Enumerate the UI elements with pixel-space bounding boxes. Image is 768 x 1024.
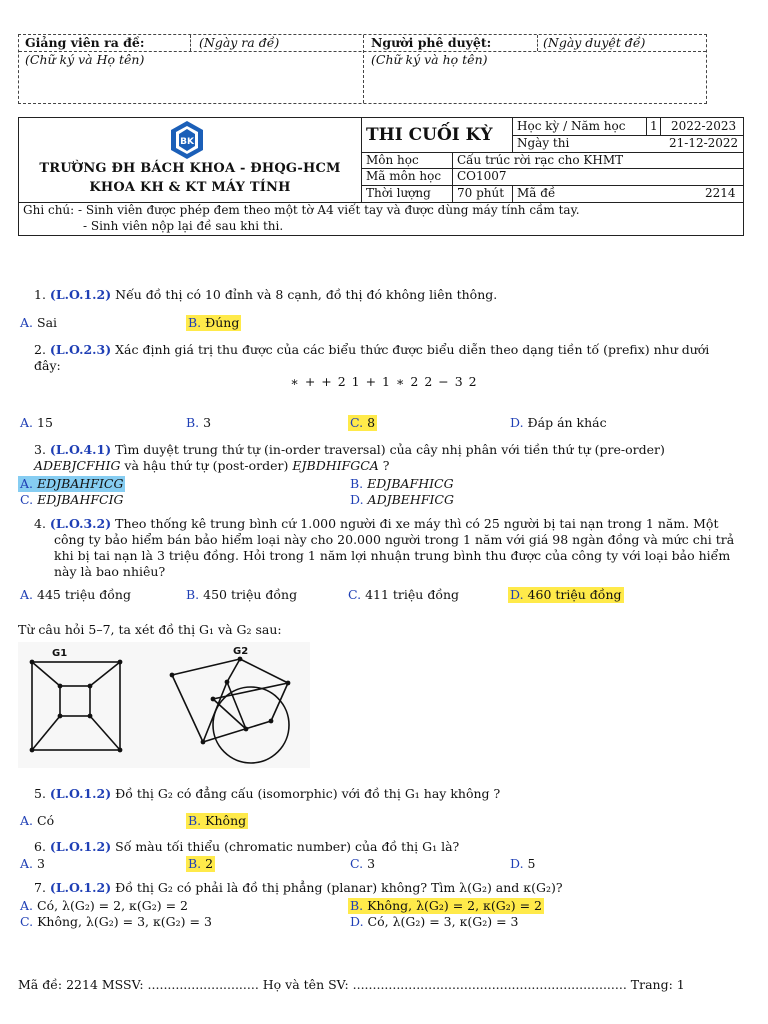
- intro-questions-5-7: Từ câu hỏi 5–7, ta xét đồ thị G₁ và G₂ sau:: [18, 622, 282, 637]
- note-line-2: - Sinh viên nộp lại đề sau khi thi.: [83, 219, 284, 233]
- prefix-expression: ∗ + + 2 1 + 1 ∗ 2 2 − 3 2: [290, 374, 478, 389]
- q3-option-a[interactable]: A. EDJBAHFICG: [20, 476, 124, 491]
- lecturer-label: Giảng viên ra đề:: [25, 35, 145, 50]
- date-value: 21-12-2022: [669, 136, 739, 150]
- question-7: 7. (L.O.1.2) Đồ thị G₂ có phải là đồ thị phẳng (planar) không? Tìm λ(G₂) and κ(G₂)?: [34, 880, 563, 895]
- faculty-name: KHOA KH & KT MÁY TÍNH: [89, 180, 291, 195]
- subject-label: Môn học: [366, 153, 419, 167]
- note-line-1: Ghi chú: - Sinh viên được phép đem theo một tờ A4 viết tay và được dùng máy tính cầm tay.: [23, 203, 580, 217]
- exam-code-value: 2214: [705, 186, 736, 200]
- approver-sign: (Chữ ký và họ tên): [371, 52, 488, 67]
- q7-option-c[interactable]: C. Không, λ(G₂) = 3, κ(G₂) = 3: [20, 914, 212, 929]
- q6-option-d[interactable]: D. 5: [510, 856, 536, 871]
- q2-option-a[interactable]: A. 15: [20, 415, 53, 430]
- q7-option-d[interactable]: D. Có, λ(G₂) = 3, κ(G₂) = 3: [350, 914, 519, 929]
- q2-option-b[interactable]: B. 3: [186, 415, 212, 430]
- q1-option-b[interactable]: B. Đúng: [188, 315, 240, 330]
- year-value: 2022-2023: [671, 119, 737, 133]
- date-approved: (Ngày duyệt đề): [543, 35, 646, 50]
- q4-option-d[interactable]: D. 460 triệu đồng: [510, 587, 622, 602]
- question-4: 4. (L.O.3.2) Theo thống kê trung bình cứ 1.000 người đi xe máy thì có 25 người bị tai nạn trong 1 năm. Một công ty bảo hiểm bán bảo hiểm loại này cho 20.000 người trong 1 năm với giá 98 ngàn đồng và mức chi trả khi bị tai nạn là 3 triệu đồng. Hỏi trong 1 năm lợi nhuận trung bình thu được của công ty với loại bảo hiểm này là bao nhiêu?: [34, 516, 735, 579]
- lecturer-sign: (Chữ ký và Họ tên): [25, 52, 145, 67]
- q4-option-b[interactable]: B. 450 triệu đồng: [186, 587, 298, 602]
- subject-value: Cấu trúc rời rạc cho KHMT: [457, 153, 624, 167]
- duration-label: Thời lượng: [366, 186, 431, 200]
- question-3: 3. (L.O.4.1) Tìm duyệt trung thứ tự (in-order traversal) của cây nhị phân với tiền thứ tự (pre-order) ADEBJCFHIG và hậu thứ tự (post-order) EJBDHIFGCA ?: [34, 442, 665, 473]
- exam-code-label: Mã đề: [517, 186, 556, 200]
- code-label: Mã môn học: [366, 169, 442, 183]
- q4-option-c[interactable]: C. 411 triệu đồng: [348, 587, 460, 602]
- g1-label: G1: [52, 648, 68, 659]
- question-1: 1. (L.O.1.2) Nếu đồ thị có 10 đỉnh và 8 cạnh, đồ thị đó không liên thông.: [34, 287, 498, 302]
- svg-text:BK: BK: [180, 137, 194, 147]
- q5-option-b[interactable]: B. Không: [188, 813, 247, 828]
- school-name: TRƯỜNG ĐH BÁCH KHOA - ĐHQG-HCM: [39, 161, 341, 176]
- exam-header: [18, 117, 744, 236]
- q3-option-b[interactable]: B. EDJBAFHICG: [350, 476, 454, 491]
- code-value: CO1007: [457, 169, 507, 183]
- q3-option-c[interactable]: C. EDJBAHFCIG: [20, 492, 124, 507]
- q6-option-a[interactable]: A. 3: [20, 856, 45, 871]
- g2-label: G2: [233, 646, 249, 657]
- g2-circle: [213, 687, 289, 763]
- q5-option-a[interactable]: A. Có: [20, 813, 55, 828]
- g1-outer-square: [32, 662, 120, 750]
- q1-option-a[interactable]: A. Sai: [20, 315, 58, 330]
- semester-label: Học kỳ / Năm học: [517, 119, 626, 133]
- q7-option-a[interactable]: A. Có, λ(G₂) = 2, κ(G₂) = 2: [20, 898, 188, 913]
- question-5: 5. (L.O.1.2) Đồ thị G₂ có đẳng cấu (isomorphic) với đồ thị G₁ hay không ?: [34, 786, 501, 801]
- q6-option-c[interactable]: C. 3: [350, 856, 376, 871]
- date-label: Ngày thi: [517, 136, 570, 150]
- date-created: (Ngày ra đề): [199, 35, 280, 50]
- q2-option-d[interactable]: D. Đáp án khác: [510, 415, 607, 430]
- exam-title: THI CUỐI KỲ: [366, 125, 493, 145]
- approver-label: Người phê duyệt:: [371, 35, 492, 50]
- question-2: 2. (L.O.2.3) Xác định giá trị thu được của các biểu thức được biểu diễn theo dạng tiền tố (prefix) như dưới đây:: [34, 342, 710, 373]
- q6-option-b[interactable]: B. 2: [188, 856, 214, 871]
- question-6: 6. (L.O.1.2) Số màu tối thiểu (chromatic number) của đồ thị G₁ là?: [34, 839, 460, 854]
- q2-option-c[interactable]: C. 8: [350, 415, 376, 430]
- graph-figure: [18, 642, 310, 768]
- q7-option-b[interactable]: B. Không, λ(G₂) = 2, κ(G₂) = 2: [350, 898, 542, 913]
- q3-option-d[interactable]: D. ADJBEHFICG: [350, 492, 454, 507]
- university-logo: [169, 120, 205, 160]
- g1-inner-square: [60, 686, 90, 716]
- semester-value: 1: [650, 119, 658, 133]
- signature-box: [18, 34, 707, 104]
- duration-value: 70 phút: [457, 186, 505, 200]
- page-footer: Mã đề: 2214 MSSV: ............................ Họ và tên SV: ..................................................................... Trang: 1: [18, 977, 685, 992]
- q4-option-a[interactable]: A. 445 triệu đồng: [20, 587, 131, 602]
